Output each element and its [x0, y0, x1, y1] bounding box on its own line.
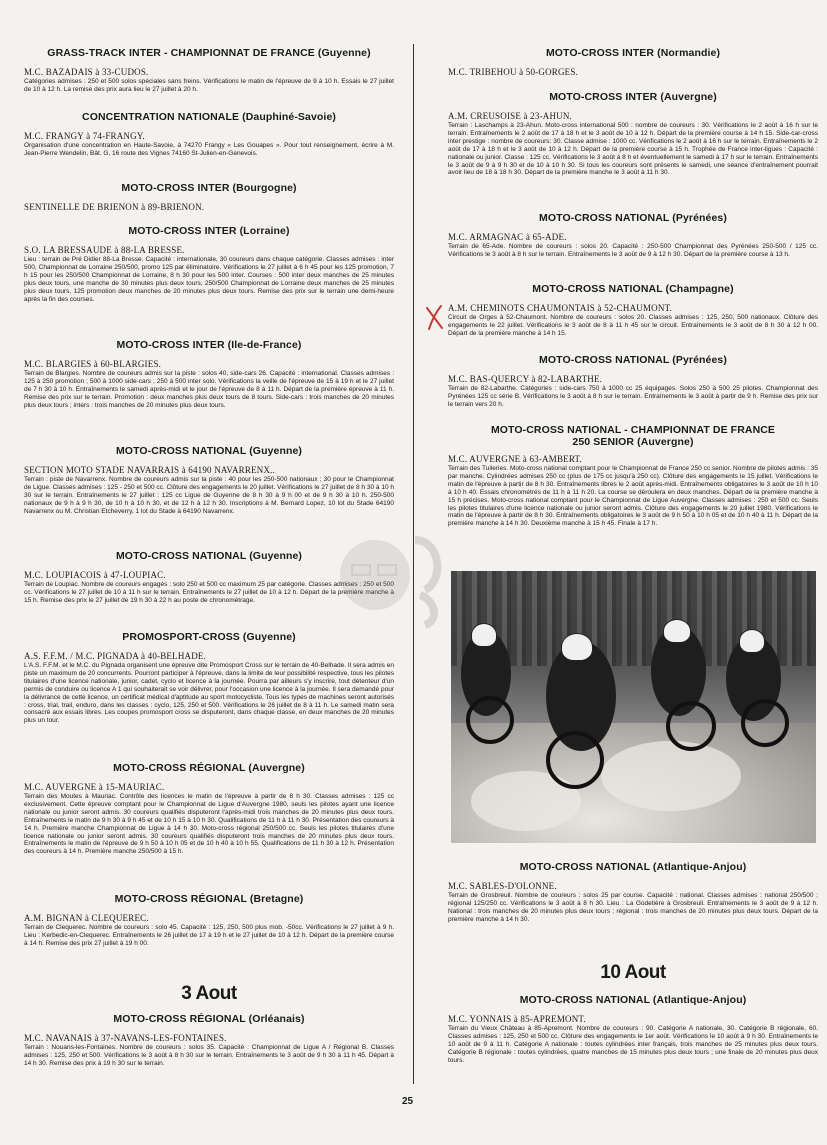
event-text: Terrain de 65-Ade. Nombre de coureurs : solos 20. Capacité : 250-500 Championnat des Pyrénées 250-500 / 125 cc. Vérifications le 3 août à 8 h sur le terrain. Entraînements le 3 août de 9 à 12 h 30. Départ de la première course à 13 h. [448, 243, 818, 258]
photo-rider-helmet [471, 623, 497, 647]
event-club: M.C. YONNAIS à 85-APREMONT. [448, 1014, 586, 1024]
event-title: MOTO-CROSS INTER (Lorraine) [128, 225, 290, 237]
photo-dust-cloud [601, 741, 741, 811]
event-club: M.C. TRIBEHOU à 50-GORGES. [448, 67, 579, 77]
event-club: A.M. CHEMINOTS CHAUMONTAIS à 52-CHAUMONT. [448, 303, 673, 313]
event-title: MOTO-CROSS NATIONAL (Atlantique-Anjou) [519, 861, 747, 873]
event-motocross-mauriac [24, 762, 394, 856]
event-text: Terrain de 82-Labarthe. Catégories : side-cars 750 à 1000 cc 25 équipages. Solos 250 à 500 25 pilotes. Championnat des Pyrénées 125 cc série B. Vérifications le 3 août à 8 h sur le terrain. Entraînements le 3 août à partir de 9 h. Remise des prix sur le terrain vers 20 h. [448, 385, 818, 408]
event-text: Terrain de Clequerec. Nombre de coureurs : solo 45. Capacité : 125, 250, 500 plus mob. -50cc. Vérifications le 27 juillet à 9 h. Lieu : Kerbedic-en-Clequerec. Entraînements le 26 juillet de 17 à 19 h et le 27 juillet de 10 à 12 h. Départ de la première course à 14 h. Remise des prix 27 juillet à 19 h 00. [24, 924, 394, 947]
event-text: Lieu : terrain de Pré Didier 88-La Bresse. Capacité : internationale, 30 coureurs dans chaque catégorie. Classes admises : inter 500, Championnat de Lorraine 250/500, promo 125 par éliminatoire. Vérifications le 27 juillet à 6 h 45 pour les 125 promotion, 7 h 15 pour les 250/500 Championnat de Lorraine, 8 h 30 pour les 500 inter. Courses : 500 inter deux manches de 25 minutes plus deux tours, une manche de 30 minutes plus deux tours, 250/500 Championnat de Lorraine deux manches de 25 minutes plus deux tours, 125 promotion deux manches de 20 minutes plus deux tours. Remise des prix sur le terrain une demi-heure après la fin des courses. [24, 256, 394, 303]
event-title [448, 424, 818, 448]
event-text: Terrain : piste de Navarrenx. Nombre de coureurs admis sur la piste : 40 pour les 250-500 nationaux ; 30 pour le Championnat de Ligue. Classes admises : 125 - 250 et 500 cc. Clôture des engagements le 20 juillet. Vérifications le 27 juillet de 8 h 30 à 10 h 30 sur le terrain. Entraînements le 27 juillet : 125 cc Ligue de Guyenne de 8 h 30 à 9 h 00 et de 9 h 30 à 10 h. 250-500 nationaux de 9 h à 9 h 30, de 10 h à 10 h 30, et de 12 h à 12 h 30. Inscriptions à M. Bernard Lopez, 10 lot du Stade 64190 Navarrenx ou M. Christian Etcheverry, 1 lot du Stade à 64190 Navarrenx. [24, 476, 394, 515]
event-motocross-la-bresse [24, 225, 394, 303]
event-club: SENTINELLE DE BRIENON à 89-BRIENON. [24, 202, 205, 212]
event-motocross-navans [24, 1013, 394, 1068]
event-title: MOTO-CROSS INTER (Ile-de-France) [116, 339, 302, 351]
event-text: Terrain de Blargies. Nombre de coureurs admis sur la piste : solos 40, side-cars 26. Capacité : international. Classes admises : 125 à 250 promotion ; 500 à 1000 side-cars ; 250 à 500 inter solo. Vérifications la veille de l'épreuve de 15 à 19 h et le 27 juillet de 7 h 30 à 10 h. Entraînements le samedi après-midi et le jour de l'épreuve de 8 à 11 h. Départ de la première épreuve à 11 h. Remise des prix sur le terrain. Promotion : deux manches plus deux tours de 8 tours. Side-cars : trois manches de 20 minutes plus deux tours ; inters : trois manches de 20 minutes plus deux tours. [24, 370, 394, 409]
event-text: Terrain des Tuileries. Moto-cross national comptant pour le Championnat de France 250 cc senior. Nombre de pilotes admis : 35 par manche. Cylindrées admises 250 cc (plus de 175 cc jusqu'à 250 cc). Clôture des engagements le 15 juillet. Vérifications le matin de l'épreuve à partir de 8 h 30. Entraînements libres le 2 août après-midi. Entraînements obligatoires le 3 août de 10 h 10 à 10 h 40. Essais chronométrés de 11 h à 11 h 20. La course se déroulera en deux manches. Départ de la première manche à 15 h précises. Moto-cross national comptant pour le Championnat de Ligue Auvergne. Classes admises : 250 et 500 cc. Seuls les pilotes titulaires d'une licence nationale ou junior seront admis. Clôture des engagements le 20 juillet 1980. Vérifications le matin de l'épreuve à partir de 8 h 30. Entraînements obligatoires le 3 août de 9 h 50 à 10 h 05 et de 10 h 40 à 11 h. Départ de la première manche à 14 h 30. Deuxième manche à 15 h 45. Finale à 17 h. [448, 465, 818, 528]
event-club: M.C. AUVERGNE à 63-AMBERT. [448, 454, 582, 464]
event-club: M.C. NAVANAIS à 37-NAVANS-LES-FONTAINES. [24, 1033, 227, 1043]
photo-wheel [466, 696, 514, 744]
event-title: MOTO-CROSS NATIONAL (Guyenne) [115, 550, 303, 562]
photo-wheel [741, 699, 789, 747]
event-title: MOTO-CROSS INTER (Bourgogne) [121, 182, 297, 194]
event-motocross-apremont [448, 994, 818, 1065]
event-promosport-belhade [24, 631, 394, 725]
event-text: Terrain de Grosbreuil. Nombre de coureurs : solos 25 par course. Capacité : national. Classes admises : national 250/500 ; régional 125/250 cc. Vérifications le 3 août à 8 h 30. Lieu : La Godetière à Grosbreuil. Entraînements le 3 août de 9 à 12 h. National : trois manches de 20 minutes plus deux tours ; régional : trois manches de 20 minutes plus deux tours. Départ de la première manche à 14 h 30. [448, 892, 818, 923]
event-title: MOTO-CROSS NATIONAL (Pyrénées) [539, 354, 727, 366]
event-motocross-clequerec [24, 893, 394, 948]
event-title: MOTO-CROSS NATIONAL (Atlantique-Anjou) [519, 994, 747, 1006]
event-motocross-ahun [448, 91, 818, 177]
event-title: MOTO-CROSS RÉGIONAL (Orléanais) [113, 1013, 305, 1025]
event-grass-track-cudos [24, 47, 394, 94]
event-club: M.C. BAS-QUERCY à 82-LABARTHE. [448, 374, 603, 384]
event-motocross-labarthe [448, 354, 818, 409]
event-title-line1: MOTO-CROSS NATIONAL - CHAMPIONNAT DE FRANCE [490, 424, 776, 436]
event-text: Catégories admises : 250 et 500 solos spéciales sans freins. Vérifications le matin de l'épreuve de 9 à 10 h. Essais le 27 juillet de 10 à 12 h. La remise des prix aura lieu le 27 juillet à 20 h. [24, 78, 394, 93]
event-title: MOTO-CROSS NATIONAL (Champagne) [532, 283, 734, 295]
watermark-logo [330, 520, 460, 630]
event-text: Terrain : Nouans-les-Fontaines. Nombre de coureurs : solos 35. Capacité : Championnat de Ligue A / Régional B. Classes admises : 125, 250 et 500. Vérifications le 3 août à 8 h 30 sur le terrain. Entraînements le 3 août de 9 h 30 à 11 h 45. Départ à 14 h 30. Remise des prix à 19 h 30 sur le terrain. [24, 1044, 394, 1067]
event-text: Circuit de Orges à 52-Chaumont. Nombre de coureurs : solos 20. Classes admises : 125, 250, 500 nationaux. Clôture des engagements le 22 juillet. Vérifications le 3 août de 8 à 11 h 45 sur le circuit. Entraînements le 3 août de 8 h 30 à 12 h 00. Départ de la première manche à 14 h 15. [448, 314, 818, 337]
date-heading-10-aout: 10 Aout [600, 962, 666, 983]
event-club: M.C. SABLES-D'OLONNE. [448, 881, 557, 891]
event-club: M.C. AUVERGNE à 15-MAURIAC. [24, 782, 165, 792]
event-club: M.C. BLARGIES à 60-BLARGIES. [24, 359, 162, 369]
event-club: A.M. CREUSOISE à 23-AHUN. [448, 111, 572, 121]
event-motocross-grosbreuil [448, 861, 818, 924]
event-title: CONCENTRATION NATIONALE (Dauphiné-Savoie) [82, 111, 336, 123]
photo-rider-helmet [663, 619, 691, 643]
event-club: SECTION MOTO STADE NAVARRAIS à 64190 NAVARRENX.. [24, 465, 276, 475]
motocross-photo [451, 571, 816, 843]
event-motocross-navarrenx [24, 445, 394, 516]
event-title: MOTO-CROSS NATIONAL (Pyrénées) [539, 212, 727, 224]
photo-wheel [546, 731, 604, 789]
event-motocross-ade [448, 212, 818, 259]
event-text: L'A.S. F.F.M. et le M.C. du Pignada organisent une épreuve dite Promosport Cross sur le terrain de 40-Belhade. Il sera admis en piste un maximum de 20 concurrents. Pourront participer à l'épreuve, dans la limite de leur possibilité respective, tous les pilotes titulaires d'une licence nationale, junior, cadet, cyclo et licence à la journée. Pourra par ailleurs s'y inscrire, tout détenteur d'un permis de conduire ou licence A 1 qui souhaiterait se voir délivrer, pour l'occasion une licence à la journée. Il sera demandé pour la délivrance de cette licence, un certificat médical d'aptitude au sport motocycliste. Tous les types de machines seront autorisés : cross, trial, trail, enduro, dans les classes : cyclo, 125, 250 et 500. Vérifications le 26 juillet de 8 à 11 h. Le samedi matin sera consacré aux essais libres. Les coupes promosport cross se disputeront, dans chaque classe, en deux manches de 20 minutes plus un tour. [24, 662, 394, 725]
event-club: A.M. BIGNAN à CLEQUEREC. [24, 913, 149, 923]
event-club: M.C. ARMAGNAC à 65-ADE. [448, 232, 567, 242]
event-motocross-chaumont [448, 283, 818, 338]
photo-wheel [666, 701, 716, 751]
photo-rider-helmet [561, 633, 593, 661]
event-text: Terrain : Laschamps à 23-Ahun. Moto-cross international 500 : nombre de coureurs : 30. Vérifications le 2 août à 16 h sur le terrain. Entraînements le 2 août de 17 à 18 h et le 3 août de 10 à 12 h. Départ de la première course à 14 h 15. Side-car-cross inter prestige : nombre de coureurs: 30. Classe admise : 1000 cc. Vérifications le 2 août à 16 h sur le terrain. Entraînements le 2 août de 17 à 18 h et le 3 août de 10 à 12 h. Départ de la première course à 15 h. Trophée de France inter-ligues : Capacité : nationale ou junior. Classe : 125 cc. Vérifications le 3 août à 8 h et éventuellement le samedi à 17 h sur le terrain. Entraînements le 3 août de 9 à 9 h 30 et de 10 à 10 h 30. Si tous les coureurs sont présents le samedi, une séance d'entraînement pourrait avoir lieu de 18 à 18 h 30. Départ de la première manche le 3 août à 11 h 30. [448, 122, 818, 177]
event-club: M.C. FRANGY à 74-FRANGY. [24, 131, 145, 141]
event-title: MOTO-CROSS NATIONAL (Guyenne) [115, 445, 303, 457]
event-title: PROMOSPORT-CROSS (Guyenne) [122, 631, 296, 643]
event-club: M.C. LOUPIACOIS à 47-LOUPIAC. [24, 570, 166, 580]
event-title: MOTO-CROSS RÉGIONAL (Auvergne) [113, 762, 305, 774]
event-text: Organisation d'une concentration en Haute-Savoie, à 74270 Frangy « Les Gouapes ». Pour tout renseignement, écrire à M. Jean-Pierre Wendelin, Bât. G, 16 route des Vignes 74160 St-Julien-en-Genevois. [24, 142, 394, 157]
event-title: GRASS-TRACK INTER - CHAMPIONNAT DE FRANCE (Guyenne) [47, 47, 371, 59]
handwritten-x-mark [424, 302, 446, 332]
date-heading-3-aout: 3 Aout [181, 983, 237, 1004]
event-title-line2: 250 SENIOR (Auvergne) [572, 436, 694, 448]
event-title: MOTO-CROSS RÉGIONAL (Bretagne) [114, 893, 304, 905]
event-text: Terrain du Vieux Château à 85-Apremont. Nombre de coureurs : 90. Catégorie A nationale, 30. Catégorie B régionale, 60. Classes admises : 125, 250 et 500 cc. Clôture des engagements le 1er août. Vérifications le 10 août à 9 h 30. Entraînements le 10 août de 9 à 11 h. Catégorie A nationale : toutes cylindrées inter français, trois manches de 25 minutes plus deux tours. Catégorie B régionale : toutes cylindrées, quatre manches de 15 minutes plus deux tours ; une finale de 20 minutes plus deux tours. [448, 1025, 818, 1064]
event-motocross-gorges [448, 47, 818, 78]
event-club: M.C. BAZADAIS à 33-CUDOS. [24, 67, 149, 77]
event-motocross-ambert [448, 424, 818, 528]
event-title: MOTO-CROSS INTER (Auvergne) [549, 91, 717, 103]
event-motocross-brienon [24, 182, 394, 213]
event-concentration-frangy [24, 111, 394, 158]
page-number: 25 [402, 1096, 414, 1107]
event-text: Terrain des Moutes à Mauriac. Contrôle des licences le matin de l'épreuve à partir de 8 h 30. Classes admises : 125 cc exclusivement. Cette épreuve comptant pour le Championnat de Ligue d'Auvergne 1980, seuls les pilotes ayant une licence nationale ou junior seront admis. 30 coureurs qualifiés disputeront l'après-midi trois manches de 20 minutes plus deux tours. Entraînements le matin de 9 h 30 à 9 h 45 et de 10 h 15 à 10 h 30. Qualifications de 11 h à 11 h 30. Présentation des coureurs à 14 h. Première manche Championnat de Ligue à 14 h 30. Moto-cross régional 250/500 cc. Seuls les pilotes titulaires d'une licence nationale ou junior seront admis. 30 coureurs qualifiés disputeront trois manches de 20 minutes plus deux tours. Entraînements le matin de l'épreuve de 9 h 50 à 10 h 05 et de 10 h 40 à 10 h 55. Qualifications de 11 h 30 à 12 h. Présentation des coureurs à 14 h. Première manche 250/500 à 15 h. [24, 793, 394, 856]
event-text: Terrain de Loupiac. Nombre de coureurs engagés : solo 250 et 500 cc maximum 25 par catégorie. Classes admises : 250 et 500 cc. Vérifications le 27 juillet de 10 à 11 h sur le terrain. Entraînements le 27 juillet de 10 à 12 h. Départ de la première manche à 15 h. Remise des prix le 27 juillet de 19 h 30 à 22 h au poste de chronométrage. [24, 581, 394, 604]
event-club: S.O. LA BRESSAUDE à 88-LA BRESSE. [24, 245, 185, 255]
event-club: A.S. F.F.M. / M.C. PIGNADA à 40-BELHADE. [24, 651, 207, 661]
event-title: MOTO-CROSS INTER (Normandie) [545, 47, 721, 59]
photo-rider-helmet [739, 629, 765, 653]
event-motocross-blargies [24, 339, 394, 410]
